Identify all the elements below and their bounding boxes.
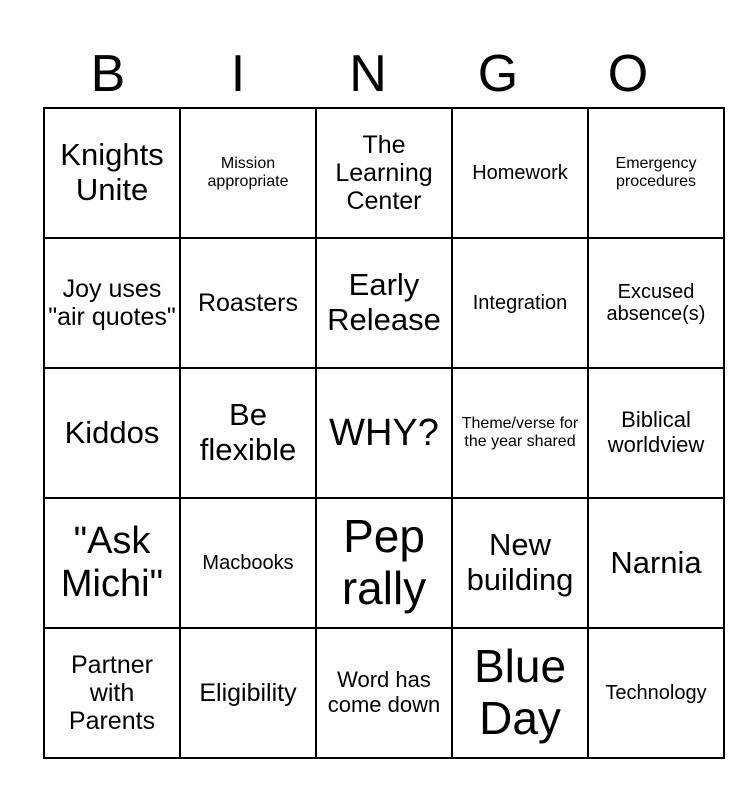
bingo-cell[interactable]: Integration xyxy=(452,238,588,368)
bingo-cell[interactable]: Mission appropriate xyxy=(180,108,316,238)
bingo-cell[interactable]: Macbooks xyxy=(180,498,316,628)
grid-row xyxy=(44,108,724,238)
header-letter-g: G xyxy=(477,45,519,103)
bingo-cell[interactable]: Eligibility xyxy=(180,628,316,758)
bingo-cell[interactable]: Early Release xyxy=(316,238,452,368)
header-letter-n: N xyxy=(349,45,387,103)
bingo-cell[interactable]: Kiddos xyxy=(44,368,180,498)
header-letter-b: B xyxy=(90,45,126,103)
bingo-cell[interactable]: Partner with Parents xyxy=(44,628,180,758)
header-letter-i: I xyxy=(230,45,246,103)
grid-row xyxy=(44,498,724,628)
bingo-cell[interactable]: Excused absence(s) xyxy=(588,238,724,368)
header-letter-o: O xyxy=(607,45,649,103)
bingo-cell[interactable]: Word has come down xyxy=(316,628,452,758)
bingo-cell[interactable]: Blue Day xyxy=(452,628,588,758)
bingo-cell[interactable]: The Learning Center xyxy=(316,108,452,238)
bingo-cell[interactable]: Biblical worldview xyxy=(588,368,724,498)
bingo-cell[interactable]: Pep rally xyxy=(316,498,452,628)
bingo-cell[interactable]: Theme/verse for the year shared xyxy=(452,368,588,498)
bingo-cell[interactable]: New building xyxy=(452,498,588,628)
grid-row xyxy=(44,628,724,758)
bingo-cell[interactable]: Joy uses "air quotes" xyxy=(44,238,180,368)
bingo-cell[interactable]: WHY? xyxy=(316,368,452,498)
bingo-cell[interactable]: Emergency procedures xyxy=(588,108,724,238)
bingo-grid xyxy=(43,107,725,759)
bingo-cell[interactable]: Homework xyxy=(452,108,588,238)
bingo-cell[interactable]: Narnia xyxy=(588,498,724,628)
grid-row xyxy=(44,238,724,368)
bingo-header xyxy=(43,42,693,106)
bingo-cell[interactable]: "Ask Michi" xyxy=(44,498,180,628)
bingo-cell[interactable]: Technology xyxy=(588,628,724,758)
bingo-cell[interactable]: Roasters xyxy=(180,238,316,368)
bingo-cell[interactable]: Be flexible xyxy=(180,368,316,498)
bingo-cell[interactable]: Knights Unite xyxy=(44,108,180,238)
grid-row xyxy=(44,368,724,498)
